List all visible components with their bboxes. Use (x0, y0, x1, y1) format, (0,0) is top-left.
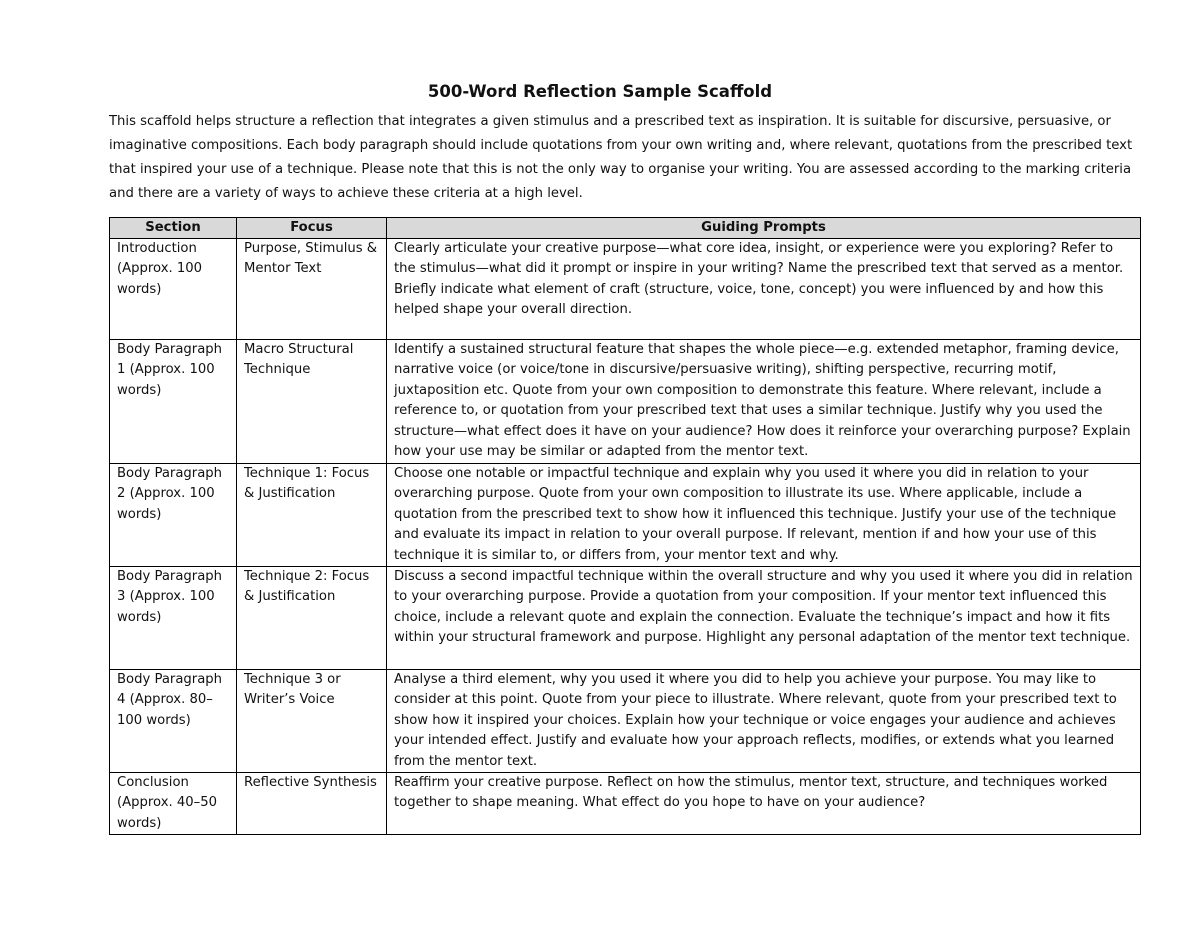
table-row (110, 773, 1141, 835)
table-row (110, 464, 1141, 567)
table-row (110, 340, 1141, 464)
row-prompts: Clearly articulate your creative purpose—what core idea, insight, or experience were you exploring? Refer to the stimulus—what did it prompt or inspire in your writing? Name the prescribed text that served as a mentor. Briefly indicate what element of craft (structure, voice, tone, concept) you were influenced by and how this helped shape your overall direction. (387, 239, 1141, 340)
row-section: Body Paragraph 4 (Approx. 80–100 words) (110, 670, 237, 773)
row-prompts: Identify a sustained structural feature that shapes the whole piece—e.g. extended metaphor, framing device, narrative voice (or voice/tone in discursive/persuasive writing), shifting perspective, recurring motif, juxtaposition etc. Quote from your own composition to demonstrate this feature. Where relevant, include a reference to, or quotation from your prescribed text that uses a similar technique. Justify why you used the structure—what effect does it have on your audience? How does it reinforce your overarching purpose? Explain how your use may be similar or adapted from the mentor text. (387, 340, 1141, 464)
row-prompts: Choose one notable or impactful technique and explain why you used it where you did in relation to your overarching purpose. Quote from your own composition to illustrate its use. Where applicable, include a quotation from the prescribed text to show how it influenced this technique. Justify your use of the technique and evaluate its impact in relation to your overall purpose. If relevant, mention if and how your use of this technique it is similar to, or differs from, your mentor text and why. (387, 464, 1141, 567)
table-row (110, 567, 1141, 670)
scaffold-table (109, 217, 1141, 835)
row-section: Body Paragraph 2 (Approx. 100 words) (110, 464, 237, 567)
row-focus: Technique 1: Focus & Justification (237, 464, 387, 567)
table-row (110, 239, 1141, 340)
row-section: Conclusion (Approx. 40–50 words) (110, 773, 237, 835)
row-focus: Purpose, Stimulus & Mentor Text (237, 239, 387, 340)
intro-paragraph: This scaffold helps structure a reflection that integrates a given stimulus and a prescribed text as inspiration. It is suitable for discursive, persuasive, or imaginative compositions. Each body paragraph should include quotations from your own writing and, where relevant, quotations from the prescribed text that inspired your use of a technique. Please note that this is not the only way to organise your writing. You are assessed according to the marking criteria and there are a variety of ways to achieve these criteria at a high level. (109, 114, 1133, 201)
row-focus: Reflective Synthesis (237, 773, 387, 835)
row-focus: Macro Structural Technique (237, 340, 387, 464)
table-body (110, 239, 1141, 835)
row-focus: Technique 3 or Writer’s Voice (237, 670, 387, 773)
header-section: Section (110, 218, 237, 239)
row-prompts: Reaffirm your creative purpose. Reflect on how the stimulus, mentor text, structure, and techniques worked together to shape meaning. What effect do you hope to have on your audience? (387, 773, 1141, 835)
row-focus: Technique 2: Focus & Justification (237, 567, 387, 670)
table-header (110, 218, 1141, 239)
table-row (110, 670, 1141, 773)
row-section: Body Paragraph 3 (Approx. 100 words) (110, 567, 237, 670)
row-prompts: Analyse a third element, why you used it where you did to help you achieve your purpose. You may like to consider at this point. Quote from your piece to illustrate. Where relevant, quote from your prescribed text to show how it inspired your choices. Explain how your technique or voice engages your audience and achieves your intended effect. Justify and evaluate how your approach reflects, modifies, or extends what you learned from the mentor text. (387, 670, 1141, 773)
document-title: 500-Word Reflection Sample Scaffold (427, 82, 773, 101)
header-focus: Focus (237, 218, 387, 239)
row-section: Introduction (Approx. 100 words) (110, 239, 237, 340)
header-guiding-prompts: Guiding Prompts (387, 218, 1141, 239)
header-row (110, 218, 1141, 239)
row-section: Body Paragraph 1 (Approx. 100 words) (110, 340, 237, 464)
row-prompts: Discuss a second impactful technique within the overall structure and why you used it where you did in relation to your overarching purpose. Provide a quotation from your composition. If your mentor text influenced this choice, include a relevant quote and explain the connection. Evaluate the technique’s impact and how it fits within your structural framework and purpose. Highlight any personal adaptation of the mentor text technique. (387, 567, 1141, 670)
